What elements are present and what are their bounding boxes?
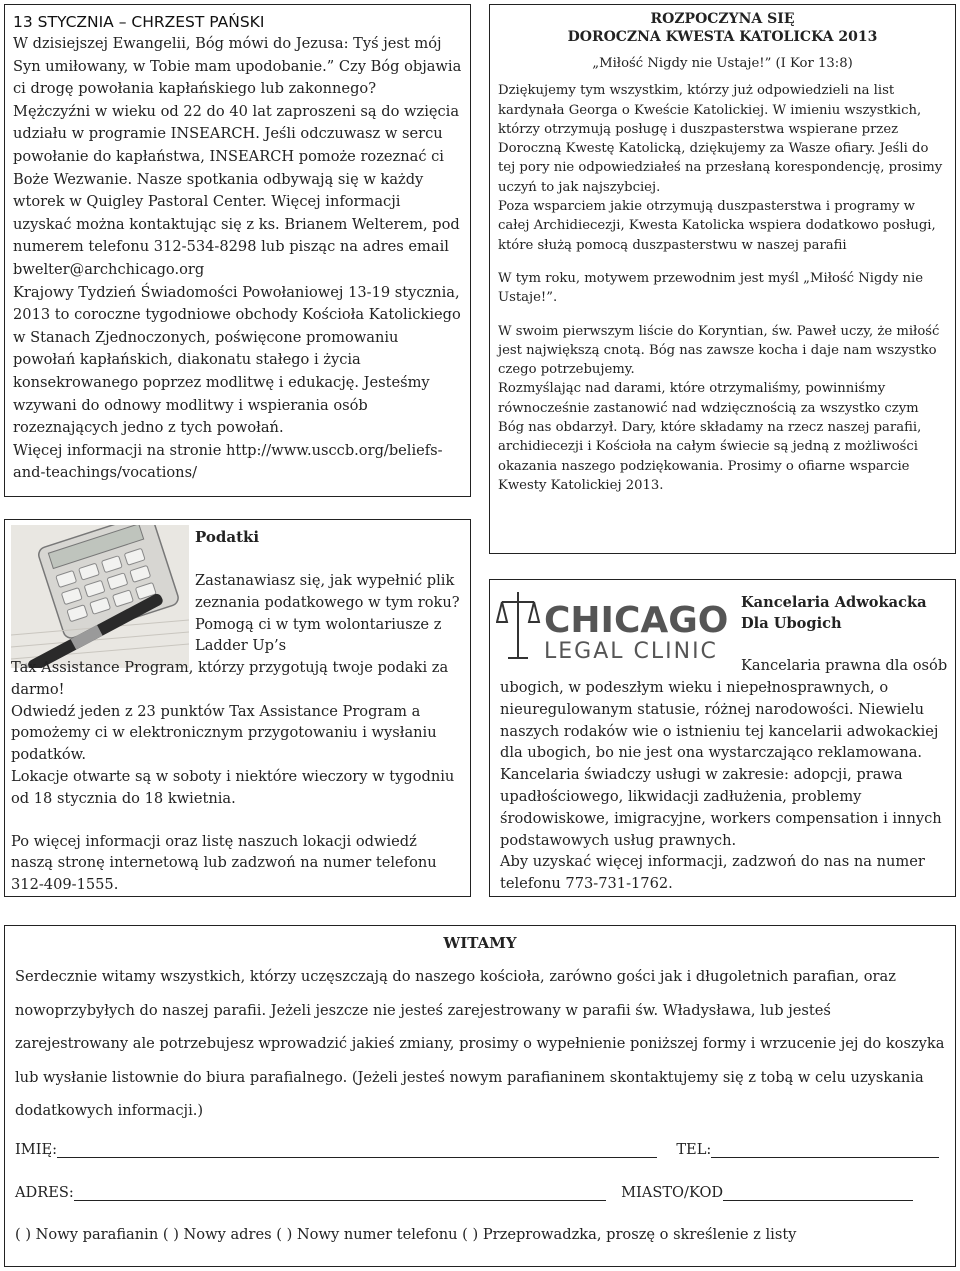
city-field[interactable] bbox=[723, 1200, 913, 1201]
kwesta-p5: Rozmyślając nad darami, które otrzymaliśmy, powinniśmy równocześnie zastanowić nad wdzięcznością za wszystko czym Bóg nas obdarzył. Dary, które składamy na rzecz naszej parafii, archidiecezji i Kościoła na całym świecie są jedną z możliwości okazania naszego podziękowania. Prosimy o ofiarne wsparcie Kwesty Katolickiej 2013. bbox=[498, 381, 922, 493]
option-new-phone[interactable]: ( ) Nowy numer telefonu bbox=[276, 1226, 458, 1243]
chrzest-title: 13 STYCZNIA – CHRZEST PAŃSKI bbox=[13, 13, 265, 31]
chrzest-p2: Mężczyźni w wieku od 22 do 40 lat zaproszeni są do wzięcia udziału w programie INSEARCH. Jeśli odczuwasz w sercu powołanie do kapłaństwa, INSEARCH pomoże rozeznać ci Boże Wezwanie. Nasze spotkania odbywają się w każdy wtorek w Quigley Pastoral Center. Więcej informacji uzyskać można kontaktując się z ks. Brianem Welterem, pod numerem telefonu 312-534-8298 lub pisząc na adres email bwelter@archchicago.org bbox=[13, 102, 460, 278]
svg-text:CHICAGO: CHICAGO bbox=[544, 600, 729, 641]
address-field[interactable] bbox=[74, 1200, 606, 1201]
podatki-lead: Zastanawiasz się, jak wypełnić plik zeznania podatkowego w tym roku? Pomogą ci w tym wolontariusze z Ladder Up’s bbox=[195, 572, 460, 655]
kwesta-p4: W swoim pierwszym liście do Koryntian, św. Paweł uczy, że miłość jest największą cnotą. Bóg nas zawsze kocha i daje nam wszystko czego potrzebujemy. bbox=[498, 323, 940, 378]
chrzest-p4: Więcej informacji na stronie http://www.usccb.org/beliefs-and-teachings/vocations/ bbox=[13, 441, 443, 482]
tel-label: TEL: bbox=[676, 1141, 712, 1158]
podatki-p2: Odwiedź jeden z 23 punktów Tax Assistance Program a pomożemy ci w elektronicznym przygotowaniu i wysłaniu podatków. bbox=[11, 702, 437, 764]
article-kwesta bbox=[489, 4, 956, 554]
kwesta-title-line2: DOROCZNA KWESTA KATOLICKA 2013 bbox=[567, 29, 878, 45]
kancelaria-p2: Kancelaria świadczy usługi w zakresie: adopcji, prawa upadłościowego, likwidacji zadłużenia, problemy środowiskowe, imigracyjne, workers compensation i innych podstawowych usług prawnych. bbox=[500, 766, 942, 849]
witamy-body: Serdecznie witamy wszystkich, którzy uczęszczają do naszego kościoła, zarówno gości jak i długoletnich parafian, oraz nowoprzybyłych do naszej parafii. Jeżeli jeszcze nie jesteś zarejestrowany w parafii św. Władysława, lub jesteś zarejestrowany ale potrzebujesz wprowadzić jakieś zmiany, prosimy o wypełnienie poniższej formy i wrzucenie jej do koszyka lub wysłanie listownie do biura parafialnego. (Jeżeli jesteś nowym parafianinem skontaktujemy się z tobą w celu uzyskania dodatkowych informacji.) bbox=[15, 968, 945, 1119]
article-kancelaria bbox=[489, 579, 956, 897]
name-tel-row bbox=[15, 1141, 939, 1158]
kancelaria-p3: Aby uzyskać więcej informacji, zadzwoń do nas na numer telefonu 773-731-1762. bbox=[500, 853, 925, 893]
kancelaria-lead: Kancelaria prawna dla osób bbox=[741, 657, 948, 674]
address-city-row bbox=[15, 1184, 913, 1201]
address-label: ADRES: bbox=[15, 1184, 74, 1201]
podatki-p1: Tax Assistance Program, którzy przygotują twoje podaki za darmo! bbox=[11, 659, 449, 698]
kancelaria-title-line2: Dla Ubogich bbox=[741, 615, 842, 632]
options-row bbox=[15, 1226, 796, 1243]
chrzest-p3: Krajowy Tydzień Świadomości Powołaniowej 13-19 stycznia, 2013 to coroczne tygodniowe obchody Kościoła Katolickiego w Stanach Zjednoczonych, poświęcone promowaniu powołań kapłańskich, diakonatu stałego i życia konsekrowanego poprzez modlitwę i edukację. Jesteśmy wzywani do odnowy modlitwy i wspierania osób rozeznających jedno z tych powołań. bbox=[13, 283, 461, 437]
kancelaria-p1: ubogich, w podeszłym wieku i niepełnosprawnych, o nieuregulowanym statusie, różnej narodowości. Niewielu naszych rodaków wie o istnieniu tej kancelarii adwokackiej dla ubogich, bo nie jest ona wystarczająco reklamowana. bbox=[500, 679, 939, 762]
kwesta-p3: W tym roku, motywem przewodnim jest myśl „Miłość Nigdy nie Ustaje!”. bbox=[498, 270, 924, 306]
option-moving[interactable]: ( ) Przeprowadzka, proszę o skreślenie z listy bbox=[462, 1226, 797, 1243]
option-new-parishioner[interactable]: ( ) Nowy parafianin bbox=[15, 1226, 159, 1243]
svg-text:LEGAL CLINIC: LEGAL CLINIC bbox=[544, 639, 718, 664]
city-label: MIASTO/KOD bbox=[621, 1184, 724, 1201]
calculator-pen-photo bbox=[11, 525, 189, 668]
article-podatki bbox=[4, 519, 471, 897]
tel-field[interactable] bbox=[711, 1157, 939, 1158]
kwesta-p1: Dziękujemy tym wszystkim, którzy już odpowiedzieli na list kardynała Georga o Kweście Katolickiej. W imieniu wszystkich, którzy otrzymują posługę i duszpasterstwa wspierane przez Doroczną Kwestę Katolicką, dziękujemy za Wasze ofiary. Jeśli do tej pory nie odpowiedziałeś na przesłaną korespondencję, prosimy uczyń to jak najszybciej. bbox=[498, 83, 943, 195]
witamy-title: WITAMY bbox=[443, 934, 517, 952]
registration-form bbox=[4, 925, 956, 1267]
kwesta-title-line1: ROZPOCZYNA SIĘ bbox=[650, 11, 795, 27]
chicago-legal-clinic-logo bbox=[496, 588, 734, 664]
kancelaria-title-line1: Kancelaria Adwokacka bbox=[741, 594, 927, 611]
article-chrzest bbox=[4, 4, 471, 497]
kwesta-quote: „Miłość Nigdy nie Ustaje!” (I Kor 13:8) bbox=[592, 56, 853, 71]
chrzest-p1: W dzisiejszej Ewangelii, Bóg mówi do Jezusa: Tyś jest mój Syn umiłowany, w Tobie mam upodobanie.” Czy Bóg objawia ci drogę powołania kapłańskiego lub zakonnego? bbox=[13, 35, 462, 98]
name-field[interactable] bbox=[57, 1157, 657, 1158]
name-label: IMIĘ: bbox=[15, 1141, 58, 1158]
podatki-title: Podatki bbox=[195, 528, 260, 546]
kwesta-p2: Poza wsparciem jakie otrzymują duszpasterstwa i programy w całej Archidiecezji, Kwesta Katolicka wspiera dodatkowo posługi, które służą pomocą duszpasterstwu w naszej parafii bbox=[498, 199, 936, 253]
podatki-p3: Lokacje otwarte są w soboty i niektóre wieczory w tygodniu od 18 stycznia do 18 kwietnia. bbox=[11, 767, 455, 807]
podatki-p4: Po więcej informacji oraz listę naszuch lokacji odwiedź naszą stronę internetową lub zadzwoń na numer telefonu 312-409-1555. bbox=[11, 832, 437, 894]
option-new-address[interactable]: ( ) Nowy adres bbox=[162, 1226, 272, 1243]
